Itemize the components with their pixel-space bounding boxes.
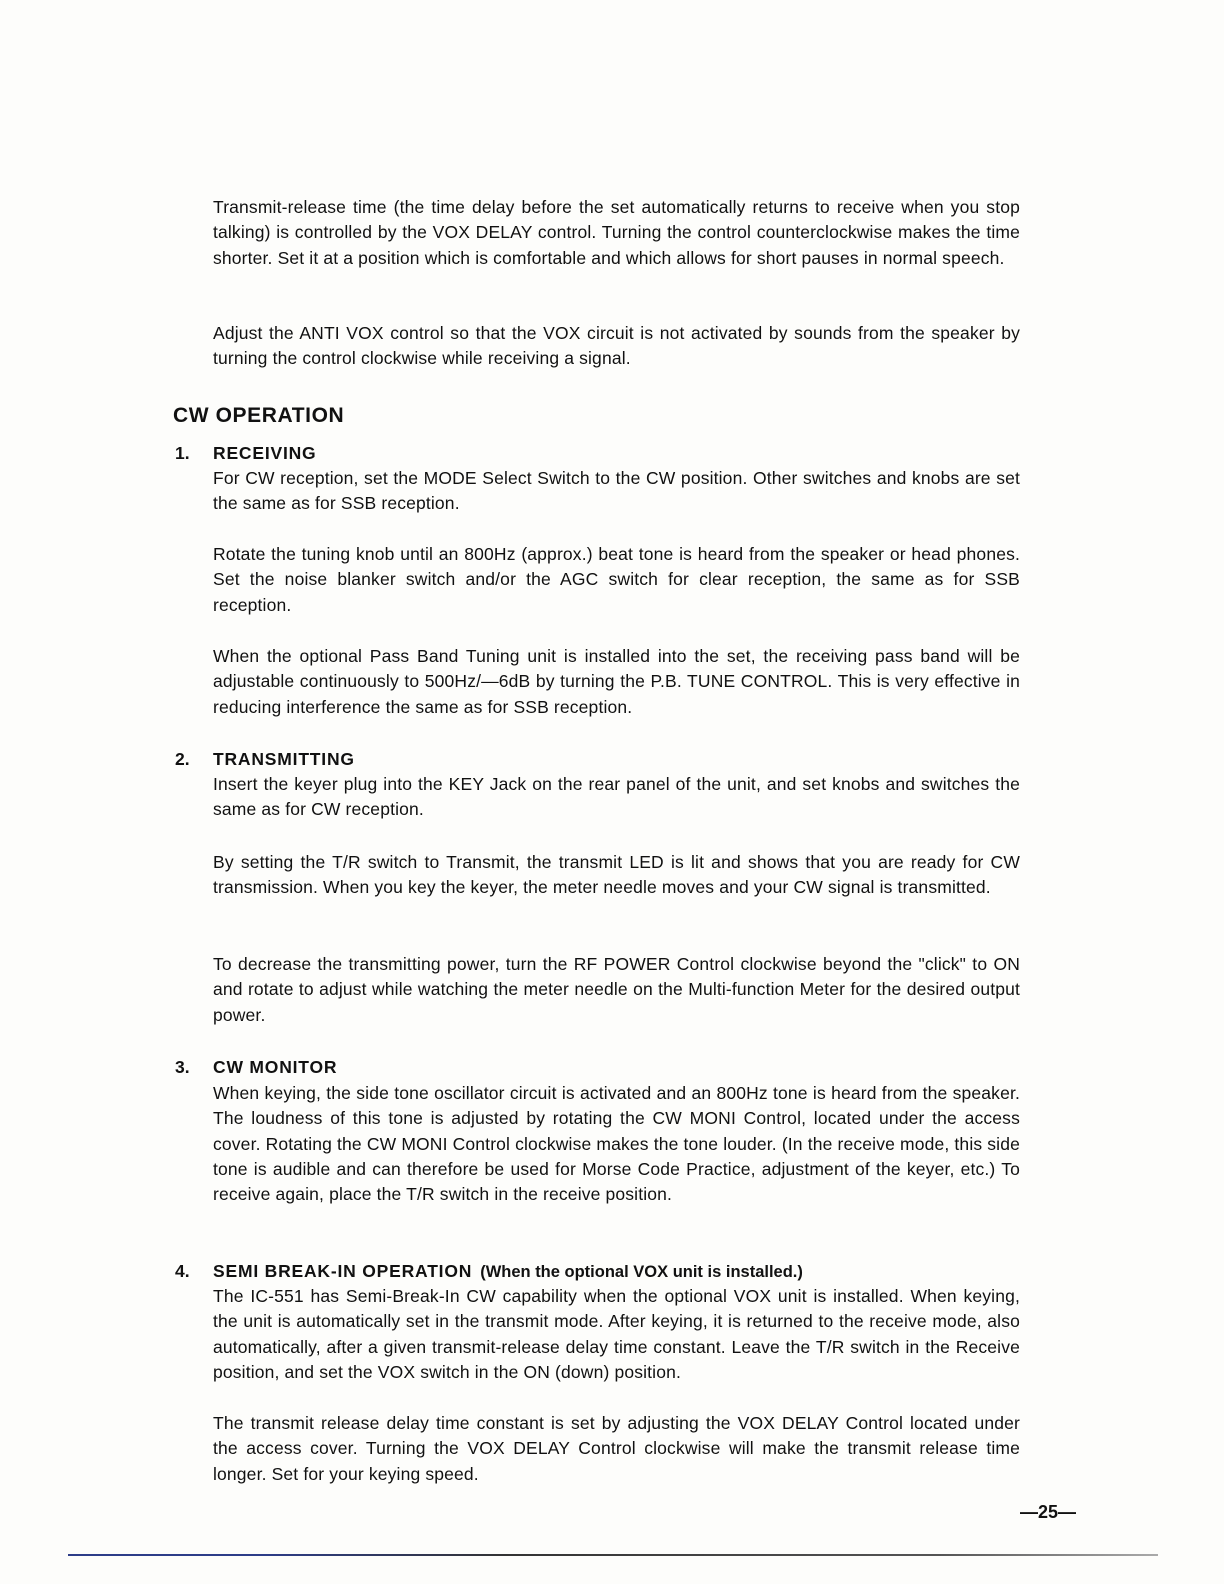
receiving-paragraph-3: When the optional Pass Band Tuning unit is installed into the set, the receiving pass band will be adjustable continuously to 500Hz/—6dB by turning the P.B. TUNE CONTROL. This is very effective in reducing interference the same as for SSB reception.: [213, 646, 1020, 717]
receiving-paragraph-1: For CW reception, set the MODE Select Switch to the CW position. Other switches and knobs are set the same as for SSB reception.: [213, 468, 1020, 514]
intro-paragraph-1: Transmit-release time (the time delay before the set automatically returns to receive when you stop talking) is controlled by the VOX DELAY control. Turning the control counterclockwise makes the time shorter. Set it at a position which is comfortable and which allows for short pauses in normal speech.: [213, 197, 1020, 268]
semi-break-in-paragraph-1: The IC-551 has Semi-Break-In CW capability when the optional VOX unit is installed. When keying, the unit is automatically set in the transmit mode. After keying, it is returned to the receive mode, also automatically, after a given transmit-release delay time constant. Leave the T/R switch in the Receive position, and set the VOX switch in the ON (down) position.: [213, 1286, 1020, 1382]
receiving-paragraph-2: Rotate the tuning knob until an 800Hz (approx.) beat tone is heard from the speaker or head phones. Set the noise blanker switch and/or the AGC switch for clear reception, the same as for SSB reception.: [213, 544, 1020, 615]
item-heading-semi-break-in: [213, 1259, 803, 1285]
bottom-rule: [68, 1554, 1158, 1556]
semi-break-in-paragraph-2: The transmit release delay time constant is set by adjusting the VOX DELAY Control located under the access cover. Turning the VOX DELAY Control clockwise will make the transmit release time longer. Set for your keying speed.: [213, 1413, 1020, 1484]
transmitting-paragraph-3: To decrease the transmitting power, turn the RF POWER Control clockwise beyond the "click" to ON and rotate to adjust while watching the meter needle on the Multi-function Meter for the desired output power.: [213, 954, 1020, 1025]
intro-paragraph-2: Adjust the ANTI VOX control so that the VOX circuit is not activated by sounds from the speaker by turning the control clockwise while receiving a signal.: [213, 323, 1020, 369]
transmitting-paragraph-2: By setting the T/R switch to Transmit, the transmit LED is lit and shows that you are ready for CW transmission. When you key the keyer, the meter needle moves and your CW signal is transmitted.: [213, 852, 1020, 898]
cw-monitor-paragraph-1: When keying, the side tone oscillator circuit is activated and an 800Hz tone is heard from the speaker. The loudness of this tone is adjusted by rotating the CW MONI Control, located under the access cover. Rotating the CW MONI Control clockwise makes the tone louder. (In the receive mode, this side tone is audible and can therefore be used for Morse Code Practice, adjustment of the keyer, etc.) To receive again, place the T/R switch in the receive position.: [213, 1083, 1020, 1205]
page-number: —25—: [1020, 1502, 1077, 1522]
item-number: 4.: [175, 1261, 190, 1281]
transmitting-paragraph-1: Insert the keyer plug into the KEY Jack on the rear panel of the unit, and set knobs and switches the same as for CW reception.: [213, 774, 1020, 820]
semi-break-in-heading-text: SEMI BREAK-IN OPERATION: [213, 1261, 473, 1281]
section-title: CW OPERATION: [173, 404, 345, 427]
semi-break-in-note: (When the optional VOX unit is installed.): [480, 1263, 803, 1281]
item-heading-receiving: RECEIVING: [213, 443, 317, 463]
item-heading-cw-monitor: CW MONITOR: [213, 1057, 338, 1077]
item-number: 3.: [175, 1057, 190, 1077]
item-number: 1.: [175, 443, 190, 463]
item-heading-transmitting: TRANSMITTING: [213, 749, 355, 769]
item-number: 2.: [175, 749, 190, 769]
